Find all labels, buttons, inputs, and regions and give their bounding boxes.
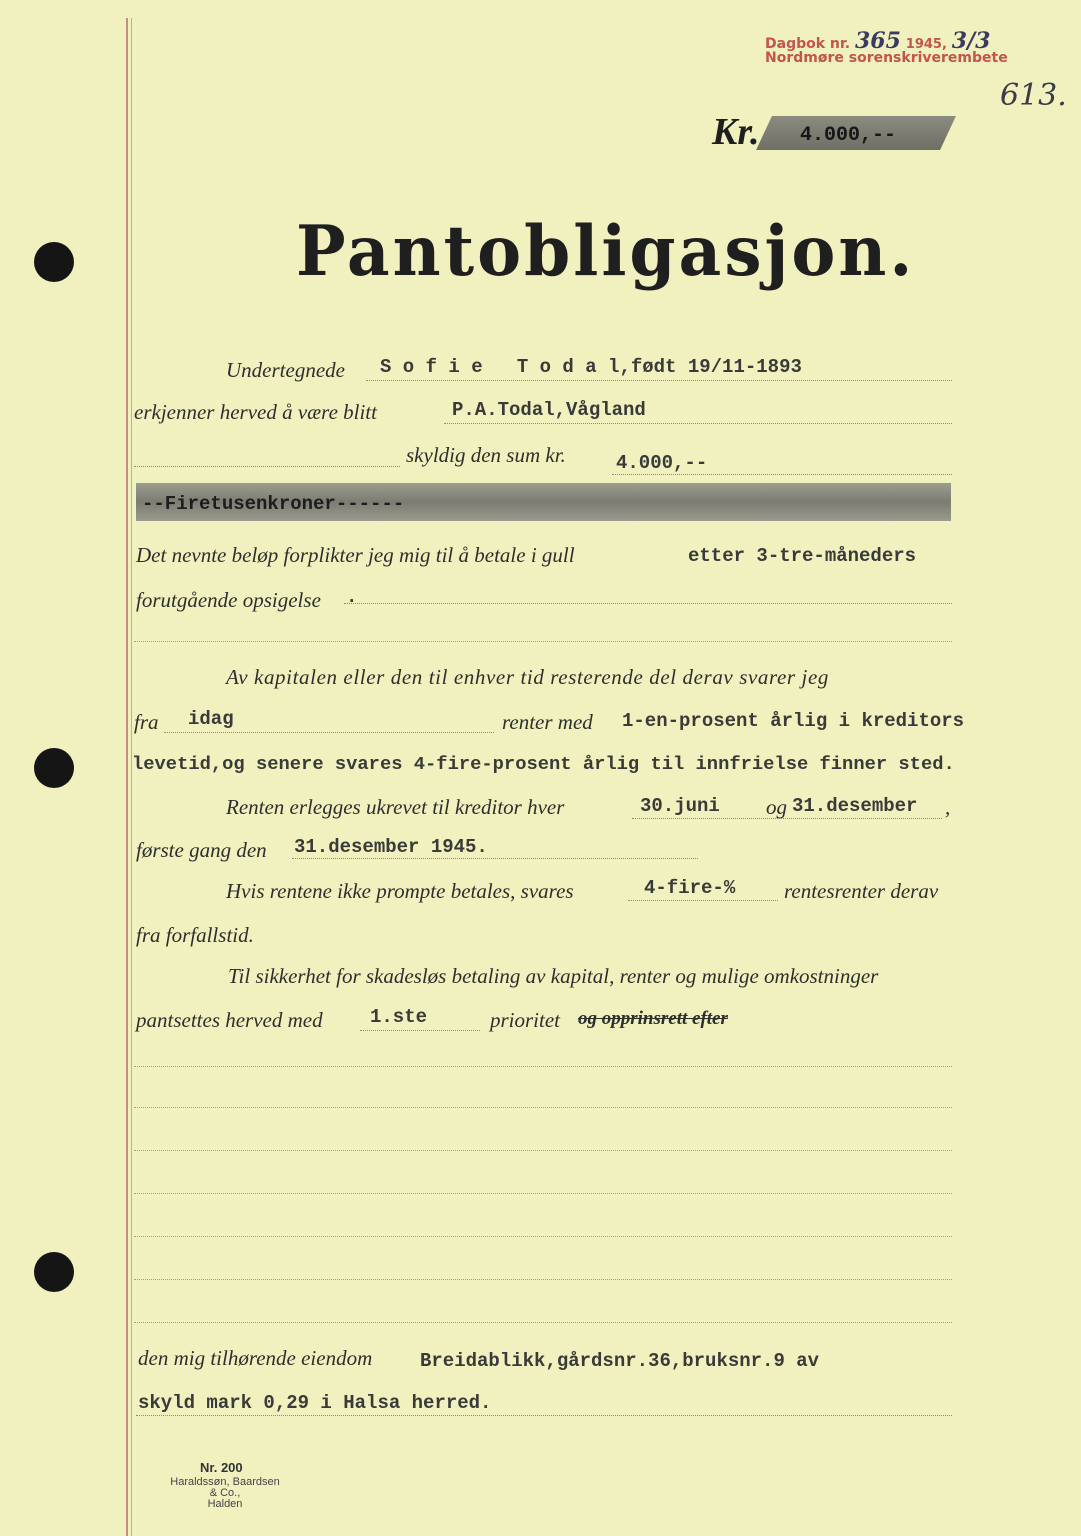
property-value: Breidablikk,gårdsnr.36,bruksnr.9 av [420,1350,820,1372]
stamp-date: 3/3 [951,28,991,54]
late-interest-value: 4-fire-% [644,877,736,899]
skyldig-value: 4.000,-- [616,452,708,474]
margin-rule-secondary [131,18,132,1536]
printer-name: Haraldssøn, Baardsen & Co., [170,1476,280,1499]
late-interest-suffix: rentesrenter derav [784,879,939,903]
document-title: Pantobligasjon. [296,210,916,292]
fill-line [628,900,778,901]
stamp-year: 1945, [905,37,947,52]
amount-label: Kr. [712,111,760,153]
interest-due-and: og [766,795,787,819]
security-clause: Til sikkerhet for skadesløs betaling av kapital, renter og mulige omkostninger [228,964,879,988]
stamp-number: 365 [854,28,901,54]
blank-line [134,1193,952,1194]
blank-line [134,1236,952,1237]
interest-due-label: Renten erlegges ukrevet til kreditor hver [226,795,565,819]
notice-value: . [346,586,358,608]
lifetime-clause: levetid,og senere svares 4-fire-prosent årlig til innfrielse finner sted. [132,753,955,775]
amount-words: --Firetusenkroner------ [142,493,405,515]
printer-imprint [170,1477,280,1510]
priority-struck-text: og opprinsrett efter [578,1008,728,1029]
undertegnede-value: S o f i e T o d a l,født 19/11-1893 [380,356,802,378]
stamp-label: Dagbok nr. [765,36,851,52]
fill-line [344,603,952,604]
punch-hole-icon [34,242,74,282]
fill-line [632,818,942,819]
page-number: 613. [1000,78,1067,113]
pledge-label: pantsettes herved med [136,1008,323,1032]
payment-terms-value: etter 3-tre-måneders [688,545,917,567]
late-interest-label: Hvis rentene ikke prompte betales, svares [226,879,574,903]
skyldig-label: skyldig den sum kr. [406,443,566,467]
payment-terms-label: Det nevnte beløp forplikter jeg mig til å betale i gull [136,543,575,567]
fill-line [612,474,952,475]
due-time: fra forfallstid. [136,923,254,947]
form-number: Nr. 200 [200,1460,243,1475]
interest-label: renter med [502,710,593,734]
stamp-office: Nordmøre sorenskriverembete [765,50,1008,66]
undertegnede-label: Undertegnede [226,358,345,382]
erkjenner-value: P.A.Todal,Vågland [452,399,646,421]
fill-line [136,1415,952,1416]
property-tax-value: skyld mark 0,29 i Halsa herred. [138,1392,492,1414]
blank-line [134,1150,952,1151]
punch-hole-icon [34,1252,74,1292]
blank-line [134,1066,952,1067]
interest-due-comma: , [945,795,951,819]
margin-rule [126,18,128,1536]
blank-line [134,1107,952,1108]
priority-label: prioritet [490,1008,561,1032]
notice-label: forutgående opsigelse [136,588,321,612]
from-value: idag [188,708,234,730]
fill-line [134,466,400,467]
interest-due-date-2: 31.desember [792,795,918,817]
printer-city: Halden [207,1498,243,1510]
first-payment-value: 31.desember 1945. [294,836,488,858]
amount-value: 4.000,-- [800,124,897,147]
from-label: fra [134,710,159,734]
fill-line [292,858,698,859]
erkjenner-label: erkjenner herved å være blitt [134,400,377,424]
pledge-priority-value: 1.ste [370,1006,428,1028]
property-label: den mig tilhørende eiendom [138,1346,373,1370]
blank-line [134,641,952,642]
blank-line [134,1322,952,1323]
punch-hole-icon [34,748,74,788]
fill-line [444,423,952,424]
first-payment-label: første gang den [136,838,267,862]
fill-line [164,732,494,733]
capital-clause: Av kapitalen eller den til enhver tid resterende del derav svarer jeg [226,665,829,689]
blank-line [134,1279,952,1280]
fill-line [360,1030,480,1031]
fill-line [366,380,952,381]
interest-due-date-1: 30.juni [640,795,720,817]
interest-value: 1-en-prosent årlig i kreditors [622,710,965,732]
